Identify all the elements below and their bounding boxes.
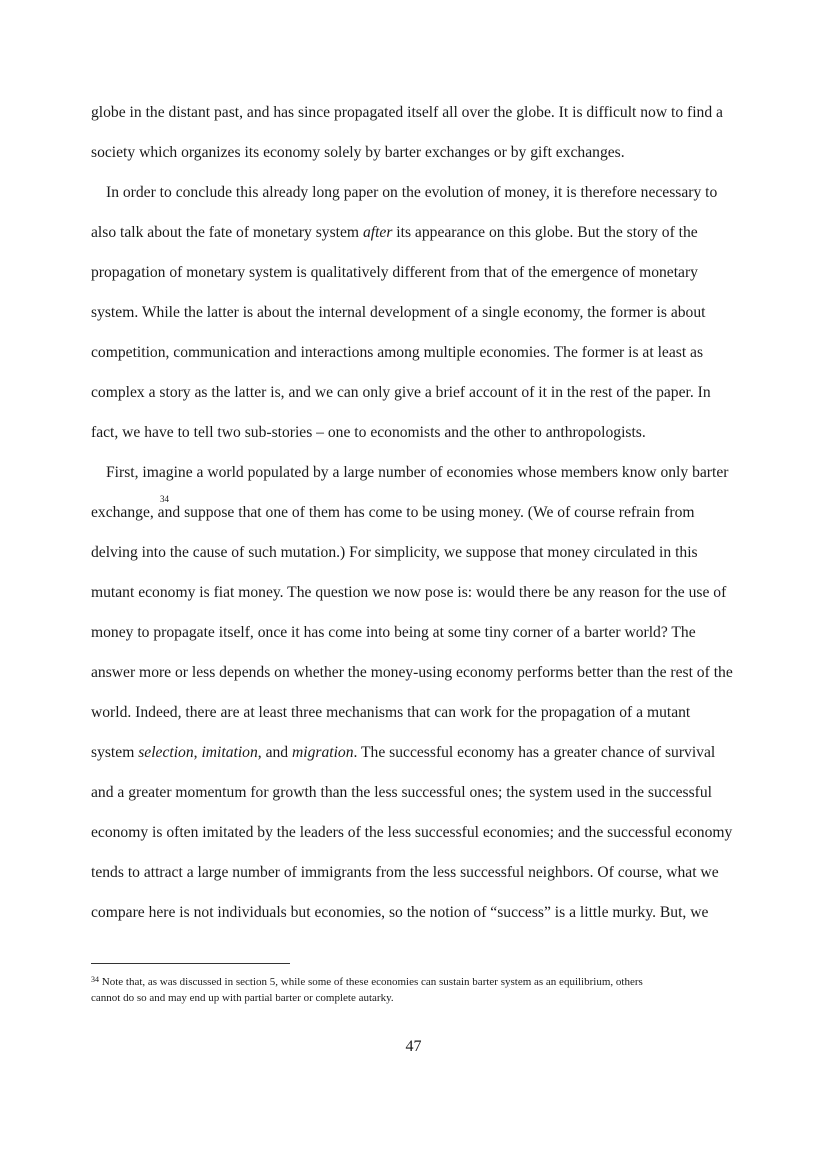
- body-line: competition, communication and interactions among multiple economies. The former is at least as: [91, 344, 704, 361]
- body-line: society which organizes its economy solely by barter exchanges or by gift exchanges.: [91, 144, 625, 161]
- body-line: complex a story as the latter is, and we can only give a brief account of it in the rest of the paper. In: [91, 384, 711, 401]
- footnote-reference: 34: [160, 494, 169, 504]
- text-run: system: [91, 744, 139, 761]
- body-line: money to propagate itself, once it has come into being at some tiny corner of a barter world? The: [91, 624, 696, 641]
- emphasis-selection: selection: [138, 744, 194, 761]
- emphasis-imitation: imitation: [201, 744, 258, 761]
- body-line: mutant economy is fiat money. The question we now pose is: would there be any reason for the use of: [91, 584, 727, 601]
- emphasis-after: after: [362, 224, 393, 241]
- text-run: its appearance on this globe. But the story of the: [392, 224, 698, 241]
- text-run: . The successful economy has a greater chance of survival: [353, 744, 716, 761]
- body-line: globe in the distant past, and has since propagated itself all over the globe. It is difficult now to find a: [91, 104, 723, 121]
- text-run: ,: [193, 744, 202, 761]
- body-line: [91, 743, 715, 763]
- body-line: [91, 223, 698, 243]
- footnote-text: Note that, as was discussed in section 5, while some of these economies can sustain barter system as an equilibrium, others: [99, 976, 643, 988]
- page-number: 47: [405, 1038, 422, 1055]
- footnote-marker: 34: [91, 975, 99, 984]
- footnote: [91, 974, 791, 1006]
- text-run: and suppose that one of them has come to be using money. (We of course refrain from: [153, 504, 695, 521]
- body-line: compare here is not individuals but economies, so the notion of “success” is a little murky. But, we: [91, 904, 709, 921]
- body-line: answer more or less depends on whether the money-using economy performs better than the rest of the: [91, 664, 733, 681]
- body-line: world. Indeed, there are at least three mechanisms that can work for the propagation of a mutant: [91, 704, 691, 721]
- text-run: exchange,: [91, 504, 154, 521]
- body-line: [91, 503, 695, 523]
- text-run: , and: [257, 744, 292, 761]
- body-line: system. While the latter is about the internal development of a single economy, the former is about: [91, 304, 706, 321]
- body-line: First, imagine a world populated by a large number of economies whose members know only barter: [106, 464, 729, 481]
- body-line: delving into the cause of such mutation.) For simplicity, we suppose that money circulated in this: [91, 544, 698, 561]
- body-line: propagation of monetary system is qualitatively different from that of the emergence of monetary: [91, 264, 698, 281]
- body-line: tends to attract a large number of immigrants from the less successful neighbors. Of course, what we: [91, 864, 719, 881]
- body-line: economy is often imitated by the leaders of the less successful economies; and the successful economy: [91, 824, 733, 841]
- body-line: and a greater momentum for growth than the less successful ones; the system used in the successful: [91, 784, 712, 801]
- body-line: fact, we have to tell two sub-stories – one to economists and the other to anthropologists.: [91, 424, 646, 441]
- footnote-text: cannot do so and may end up with partial barter or complete autarky.: [91, 992, 394, 1004]
- body-line: In order to conclude this already long paper on the evolution of money, it is therefore necessary to: [106, 184, 718, 201]
- emphasis-migration: migration: [292, 744, 354, 761]
- footnote-divider: [91, 963, 290, 964]
- text-run: also talk about the fate of monetary system: [91, 224, 363, 241]
